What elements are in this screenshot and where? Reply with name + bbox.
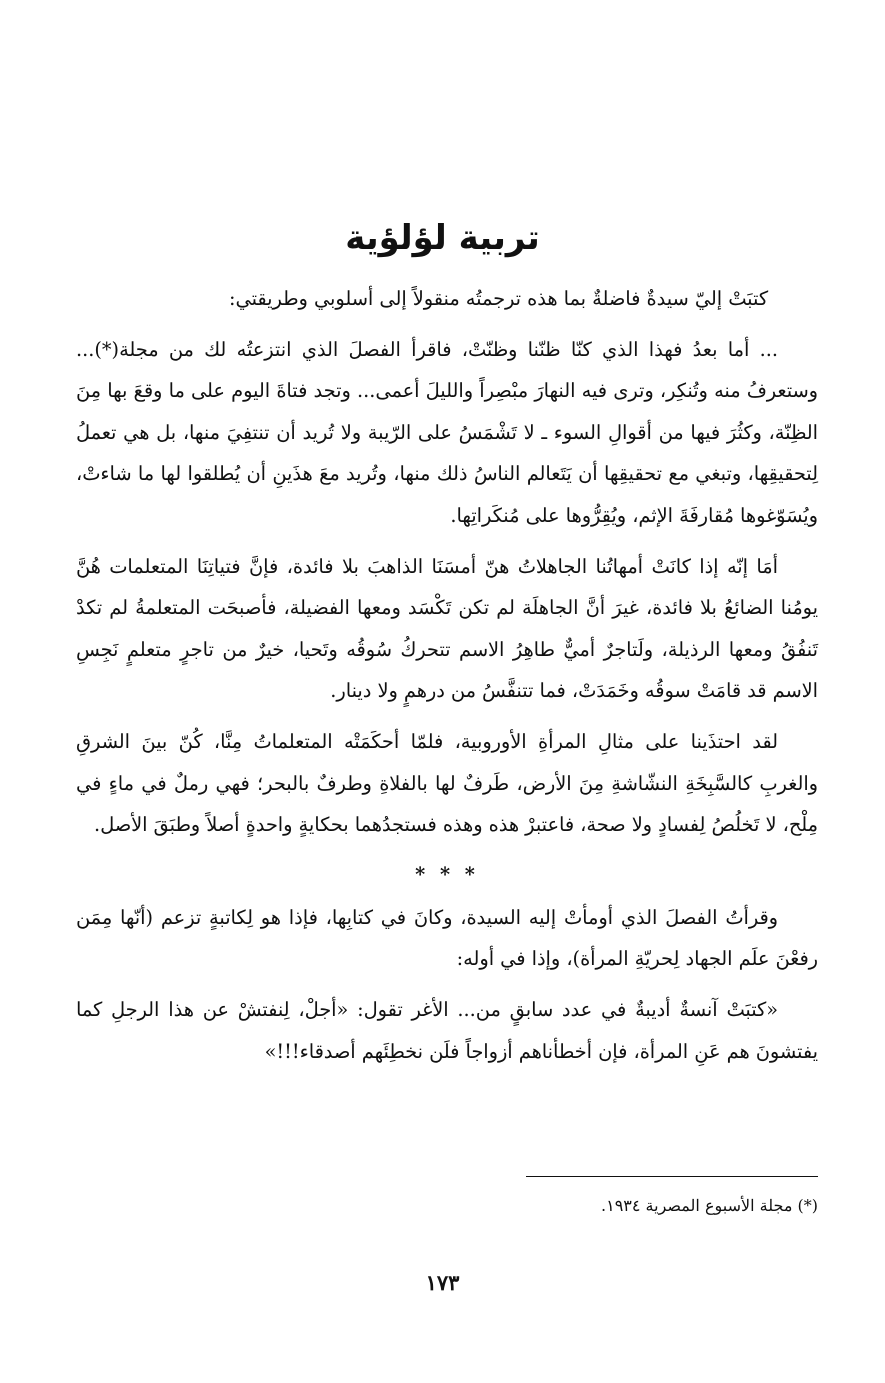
paragraph-quote: «كتبَتْ آنسةٌ أديبةٌ في عدد سابقٍ من... الأغر تقول: «أجلْ، لِنفتشْ عن هذا الرجلِ كما يفتشونَ هم عَنِ المرأة، فإن أخطأناهم أزواجاً فلَن نخطِئَهم أصدقاء!!!» bbox=[76, 997, 818, 1063]
body-text bbox=[76, 278, 818, 1081]
page-title: تربية لؤلؤية bbox=[345, 217, 540, 258]
footnote-divider bbox=[526, 1176, 818, 1177]
paragraph-mothers: أمَا إنّه إذا كانَتْ أمهاتُنا الجاهلاتُ هنّ أمسَنَا الذاهبَ بلا فائدة، فإنَّ فتياتِنَا المتعلمات هُنَّ يومُنا الضائعُ بلا فائدة، غيرَ أنَّ الجاهلَة لم تكن تَكْسَد ومعها الفضيلة، فأصبحَت المتعلمةُ لم تكدْ تَنفُقُ ومعها الرذيلة، ولَتاجرٌ أميٌّ طاهِرُ الاسم تتحركُ سُوقُه وتَحيا، خيرٌ من تاجرٍ متعلمٍ نَجِسِ الاسم قد قامَتْ سوقُه وخَمَدَتْ، فما تتنفَّسُ من درهمٍ ولا دينار. bbox=[76, 554, 818, 703]
paragraph-imitation: لقد احتذَينا على مثالِ المرأةِ الأوروبية، فلمّا أحكَمَتْه المتعلماتُ مِنَّا، كُنّ بينَ الشرقِ والغربِ كالسَّبِخَةِ النشّاشةِ مِنَ الأرض، طَرفٌ لها بالفلاةِ وطرفٌ بالبحر؛ فهي رملٌ في ماءٍ في مِلْح، لا تَخلُصُ لِفسادٍ ولا صحة، فاعتبرْ هذه وهذه فستجدُهما بحكايةٍ واحدةٍ أصلاً وطبَقَ الأصل. bbox=[76, 729, 818, 837]
section-separator: * * * bbox=[415, 862, 479, 886]
footnote: (*) مجلة الأسبوع المصرية ١٩٣٤. bbox=[601, 1196, 818, 1215]
paragraph-article: وقرأتُ الفصلَ الذي أومأتْ إليه السيدة، وكانَ في كتابِها، فإذا هو لِكاتبةٍ تزعم (أنّها مِمَن رفعْنَ علَم الجهاد لِحريّةِ المرأة)، وإذا في أوله: bbox=[76, 905, 818, 971]
paragraph-letter: ... أما بعدُ فهذا الذي كنّا ظنّنا وظنّتْ، فاقرأ الفصلَ الذي انتزعتُه لك من مجلة(*)... وستعرفُ منه وتُنكِر، وترى فيه النهارَ مبْصِراً والليلَ أعمى... وتجد فتاةَ اليوم على ما وقعَ بها مِنَ الظِنّة، وكثُرَ فيها من أقوالِ السوء ـ لا تَشْمَسُ على الرّيبة ولا تُريد أن تنتفِيَ منها، بل هي تعملُ لِتحقيقِها، وتبغي مع تحقيقِها أن يَتَعالم الناسُ ذلك منها، وتُريد معَ هذَينِ أن يُطلقوا لها ما شاءتْ، ويُسَوّغوها مُقارفَةَ الإثم، ويُقِرُّوها على مُنكَراتِها. bbox=[76, 337, 818, 527]
page-number: ١٧٣ bbox=[425, 1270, 460, 1295]
paragraph-intro: كتبَتْ إليّ سيدةٌ فاضلةٌ بما هذه ترجمتُه منقولاً إلى أسلوبي وطريقتي: bbox=[229, 287, 768, 310]
